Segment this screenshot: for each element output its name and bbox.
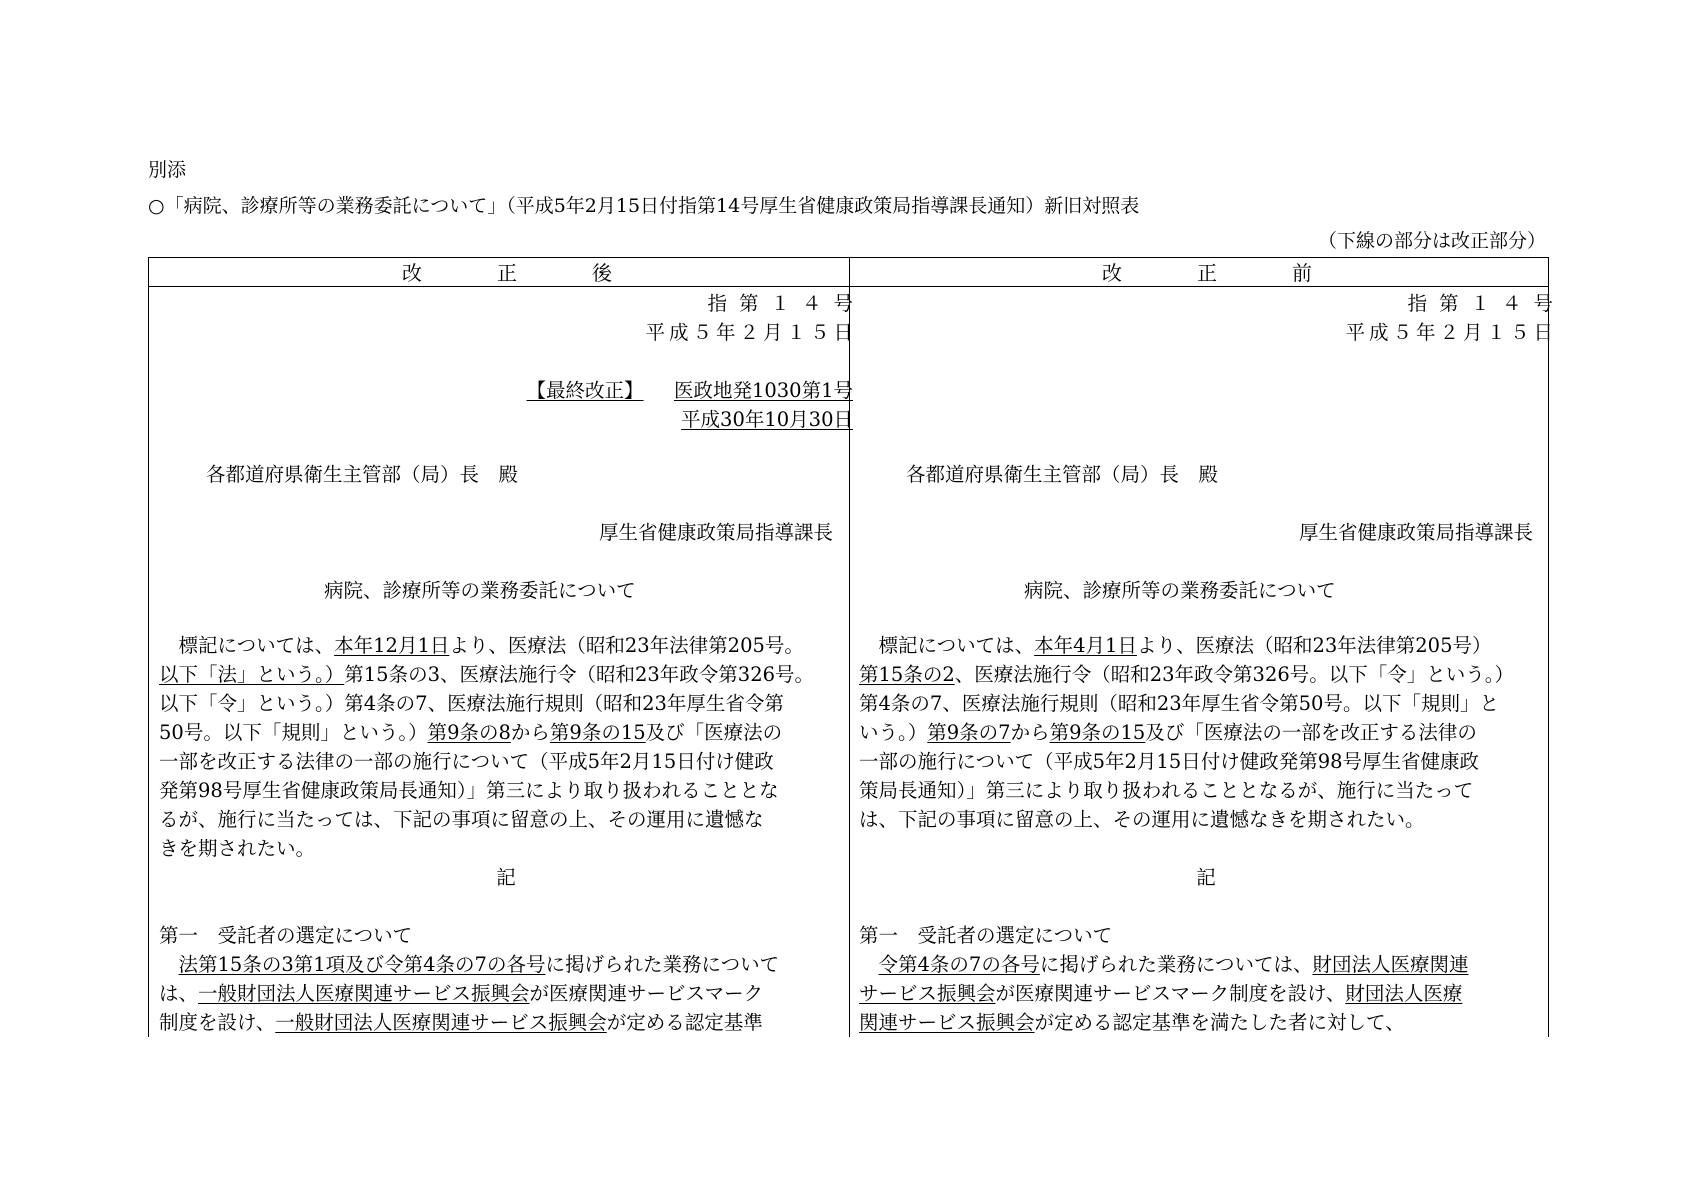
section-body bbox=[159, 950, 853, 1037]
section-title: 第一 受託者の選定について bbox=[859, 924, 1113, 947]
text-line bbox=[159, 950, 853, 979]
document-title: ○「病院、診療所等の業務委託について」（平成5年2月15日付指第14号厚生省健康政策局指導課長通知）新旧対照表 bbox=[148, 195, 1140, 217]
section-title: 第一 受託者の選定について bbox=[159, 924, 413, 947]
column-after bbox=[159, 287, 865, 1037]
addressee: 各都道府県衛生主管部（局）長 殿 bbox=[206, 463, 519, 486]
section-body bbox=[859, 950, 1553, 1037]
text-segment: るが、施行に当たっては、下記の事項に留意の上、その運用に遺憾な bbox=[159, 808, 764, 831]
text-segment: に掲げられた業務については、 bbox=[1039, 953, 1313, 976]
text-segment: 本年12月1日 bbox=[334, 634, 450, 657]
text-line bbox=[859, 950, 1553, 979]
text-segment: 第15条の2 bbox=[859, 663, 955, 686]
notice-number: 指第１４号 bbox=[1407, 292, 1565, 315]
notice-date: 平成５年２月１５日 bbox=[645, 321, 857, 344]
last-revision bbox=[159, 376, 853, 405]
text-line bbox=[159, 689, 853, 718]
text-segment: が医療関連サービスマーク制度を設け、 bbox=[995, 982, 1346, 1005]
text-line bbox=[859, 660, 1553, 689]
last-revision-label: 【最終改正】 bbox=[526, 379, 644, 402]
text-segment: から bbox=[510, 721, 550, 744]
text-segment: 標記については、 bbox=[859, 634, 1035, 657]
text-segment: 策局長通知）」第三により取り扱われることとなるが、施行に当たって bbox=[859, 779, 1474, 802]
ki-marker: 記 bbox=[1196, 866, 1216, 889]
text-segment: いう。） bbox=[859, 721, 928, 744]
text-line bbox=[159, 718, 853, 747]
text-segment: きを期されたい。 bbox=[159, 837, 316, 860]
text-line bbox=[859, 805, 1553, 834]
text-segment: 及び「医療法の bbox=[645, 721, 783, 744]
text-segment bbox=[159, 953, 179, 976]
text-segment: に掲げられた業務について bbox=[545, 953, 780, 976]
last-revision-number: 医政地発1030第1号 bbox=[673, 379, 853, 402]
text-segment: 第15条の3、医療法施行令（昭和23年政令第326号。 bbox=[344, 663, 815, 686]
text-segment: は、 bbox=[159, 982, 199, 1005]
text-segment: 財団法人医療 bbox=[1345, 982, 1463, 1005]
text-line bbox=[859, 689, 1553, 718]
text-segment: サービス振興会 bbox=[859, 982, 996, 1005]
text-segment: 一般財団法人医療関連サービス振興会 bbox=[198, 982, 530, 1005]
subject: 病院、診療所等の業務委託について bbox=[324, 579, 636, 602]
column-header-after: 改 正 後 bbox=[402, 261, 612, 285]
text-line bbox=[859, 1008, 1553, 1037]
text-segment: が医療関連サービスマーク bbox=[529, 982, 764, 1005]
text-segment: 第9条の8 bbox=[427, 721, 511, 744]
body-text bbox=[159, 631, 853, 863]
text-segment: 以下「法」という。） bbox=[159, 663, 345, 686]
text-segment bbox=[859, 953, 879, 976]
text-line bbox=[159, 631, 853, 660]
text-segment: 関連サービス振興会 bbox=[859, 1011, 1035, 1034]
last-revision-date: 平成30年10月30日 bbox=[681, 408, 853, 431]
text-line bbox=[859, 747, 1553, 776]
text-segment: 発第98号厚生省健康政策局長通知）」第三により取り扱われることとな bbox=[159, 779, 779, 802]
text-segment: 制度を設け、 bbox=[159, 1011, 276, 1034]
text-segment: 一部を改正する法律の一部の施行について（平成5年2月15日付け健政 bbox=[159, 750, 774, 773]
text-line bbox=[159, 776, 853, 805]
text-line bbox=[159, 660, 853, 689]
text-segment: 第9条の7 bbox=[927, 721, 1011, 744]
underline-note: （下線の部分は改正部分） bbox=[1317, 230, 1546, 252]
addressee: 各都道府県衛生主管部（局）長 殿 bbox=[906, 463, 1219, 486]
text-segment: 第9条の15 bbox=[549, 721, 646, 744]
text-segment: 以下「令」という。）第4条の7、医療法施行規則（昭和23年厚生省令第 bbox=[159, 692, 784, 715]
subject: 病院、診療所等の業務委託について bbox=[1024, 579, 1336, 602]
text-line bbox=[159, 747, 853, 776]
column-header-before: 改 正 前 bbox=[1102, 261, 1312, 285]
text-segment: が定める認定基準 bbox=[606, 1011, 763, 1034]
text-line bbox=[159, 805, 853, 834]
text-segment: 第9条の15 bbox=[1049, 721, 1146, 744]
text-segment: 、医療法施行令（昭和23年政令第326号。以下「令」という。） bbox=[954, 663, 1515, 686]
column-before bbox=[859, 287, 1565, 1037]
text-segment: 本年4月1日 bbox=[1034, 634, 1137, 657]
notice-date: 平成５年２月１５日 bbox=[1345, 321, 1557, 344]
text-segment: 法第15条の3第1項及び令第4条の7の各号 bbox=[178, 953, 546, 976]
text-segment: から bbox=[1010, 721, 1050, 744]
text-line bbox=[859, 718, 1553, 747]
text-segment: は、下記の事項に留意の上、その運用に遺憾なきを期されたい。 bbox=[859, 808, 1425, 831]
text-segment: 一般財団法人医療関連サービス振興会 bbox=[275, 1011, 607, 1034]
text-segment: 第4条の7、医療法施行規則（昭和23年厚生省令第50号。以下「規則」と bbox=[859, 692, 1499, 715]
text-segment: 財団法人医療関連 bbox=[1312, 953, 1469, 976]
text-segment: 標記については、 bbox=[159, 634, 335, 657]
text-segment: が定める認定基準を満たした者に対して、 bbox=[1034, 1011, 1405, 1034]
sender: 厚生省健康政策局指導課長 bbox=[598, 521, 833, 544]
text-segment: 及び「医療法の一部を改正する法律の bbox=[1145, 721, 1477, 744]
notice-number: 指第１４号 bbox=[707, 292, 865, 315]
text-segment: 一部の施行について（平成5年2月15日付け健政発第98号厚生省健康政 bbox=[859, 750, 1480, 773]
ki-marker: 記 bbox=[496, 866, 516, 889]
sender: 厚生省健康政策局指導課長 bbox=[1298, 521, 1533, 544]
text-segment: より、医療法（昭和23年法律第205号。 bbox=[449, 634, 804, 657]
text-line bbox=[859, 979, 1553, 1008]
text-line bbox=[159, 979, 853, 1008]
text-segment: より、医療法（昭和23年法律第205号） bbox=[1136, 634, 1492, 657]
text-line bbox=[159, 834, 853, 863]
text-segment: 令第4条の7の各号 bbox=[878, 953, 1040, 976]
text-segment: 50号。以下「規則」という。） bbox=[159, 721, 428, 744]
text-line bbox=[859, 776, 1553, 805]
text-line bbox=[159, 1008, 853, 1037]
body-text bbox=[859, 631, 1553, 834]
text-line bbox=[859, 631, 1553, 660]
attachment-label: 別添 bbox=[148, 159, 187, 181]
